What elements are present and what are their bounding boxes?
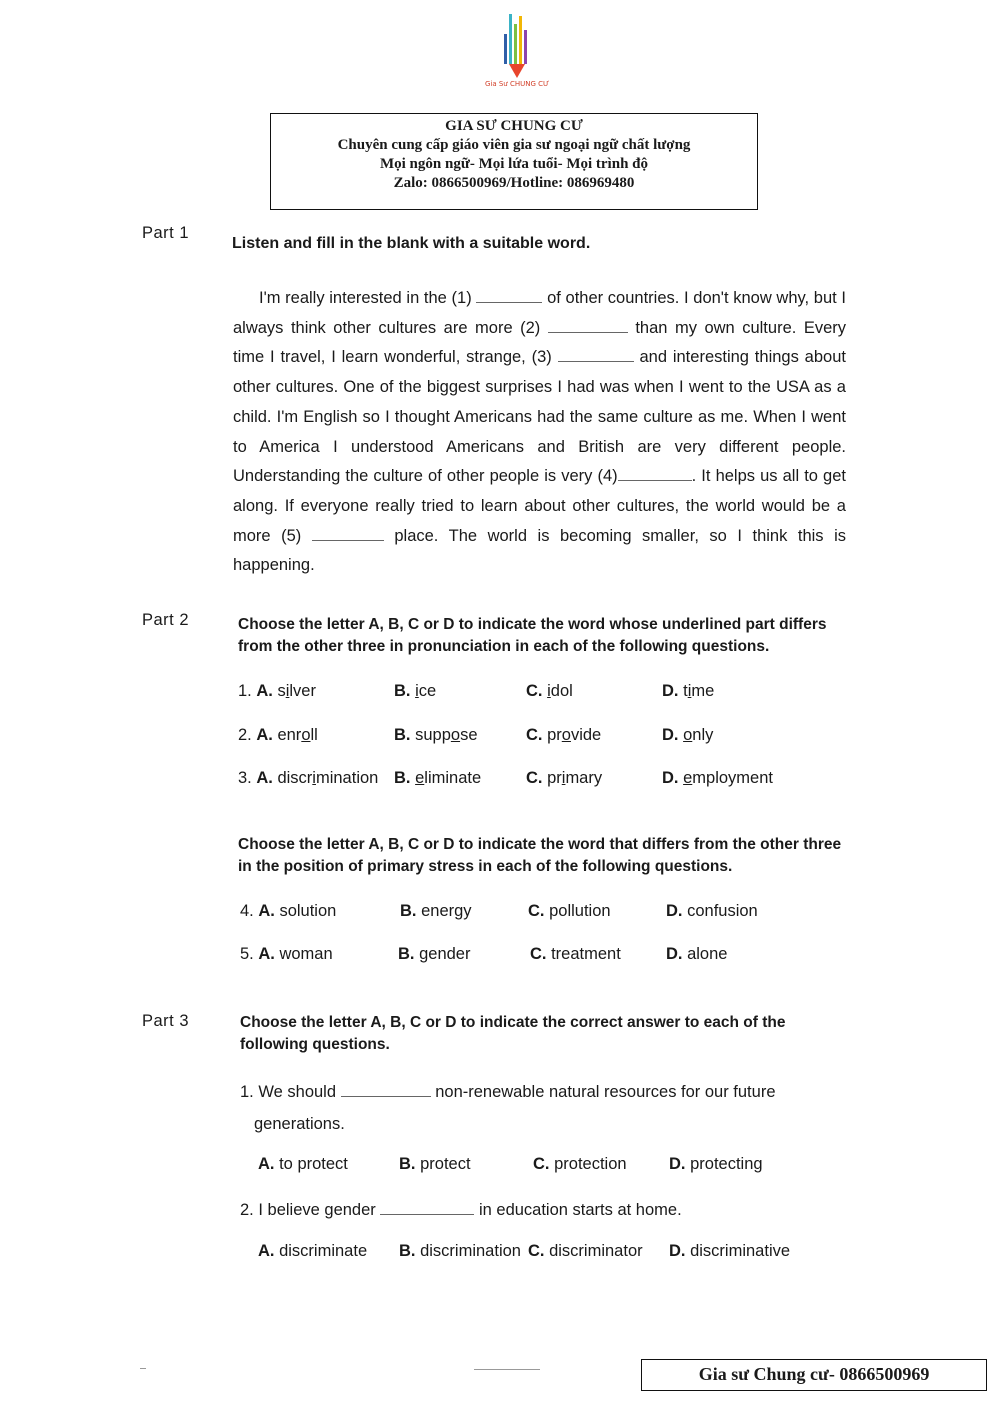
- p2-q5-option-d[interactable]: D. alone: [666, 945, 728, 963]
- p2-q4-option-b[interactable]: B. energy: [400, 902, 472, 920]
- part1-passage: [233, 284, 846, 581]
- footer-text: Gia sư Chung cư- 0866500969: [698, 1364, 930, 1384]
- p2-q5-option-a[interactable]: 5. A. woman: [240, 945, 333, 963]
- pencil-tip-icon: [509, 64, 525, 78]
- p3-q1-option-d[interactable]: D. protecting: [669, 1155, 763, 1173]
- p3-q1-option-c[interactable]: C. protection: [533, 1155, 627, 1173]
- part3-instruction: Choose the letter A, B, C or D to indicate the correct answer to each of the following questions.: [240, 1014, 786, 1053]
- passage-s3: than my own culture. Every time I travel, I learn wonderful, strange, (3): [233, 318, 847, 367]
- p3-q2-pre: I believe gender: [258, 1201, 376, 1219]
- p3-q1-blank[interactable]: [341, 1082, 431, 1097]
- logo-text: Gia Sư CHUNG CƯ: [484, 80, 550, 88]
- p2-q2-option-a[interactable]: 2. A. enroll: [238, 726, 318, 744]
- p3-q1-pre: We should: [258, 1083, 337, 1101]
- blank-5[interactable]: [312, 526, 384, 541]
- part2-instruction2: Choose the letter A, B, C or D to indicate the word that differs from the other three in the position of primary stress in each of the following questions.: [238, 836, 842, 875]
- p2-q1-option-a[interactable]: 1. A. silver: [238, 682, 316, 700]
- header-title: GIA SƯ CHUNG CƯ: [445, 118, 583, 134]
- passage-s6: place. The world is becoming smaller, so I think this is happening.: [233, 526, 846, 575]
- header-line1: Chuyên cung cấp giáo viên gia sư ngoại ngữ chất lượng: [337, 137, 691, 153]
- p2-q3-option-a[interactable]: 3. A. discrimination: [238, 769, 379, 787]
- p3-question-1: [240, 1076, 864, 1140]
- p3-q1-post: non-renewable natural resources for our future generations.: [254, 1083, 776, 1133]
- p2-q3-option-c[interactable]: C. primary: [526, 769, 603, 787]
- p3-q2-option-a[interactable]: A. discriminate: [258, 1242, 368, 1260]
- scan-mark: [140, 1368, 146, 1369]
- p3-q2-option-c[interactable]: C. discriminator: [528, 1242, 643, 1260]
- passage-s4: and interesting things about other cultures. One of the biggest surprises I had was when I went to the USA as a child. I'm English so I thought Americans had the same culture as me. When I went to America I understood Americans and British are very different people. Understanding the culture of other people is very (4): [233, 348, 846, 486]
- header-line2: Mọi ngôn ngữ- Mọi lứa tuổi- Mọi trình độ: [379, 156, 648, 172]
- p2-q1-option-c[interactable]: C. idol: [526, 682, 573, 700]
- p2-q2-option-c[interactable]: C. provide: [526, 726, 602, 744]
- part3-label: Part 3: [142, 1012, 190, 1030]
- p3-question-2: [240, 1194, 850, 1226]
- p2-q5-option-b[interactable]: B. gender: [398, 945, 471, 963]
- p3-q1-number: 1.: [240, 1083, 254, 1101]
- p2-q4-option-c[interactable]: C. pollution: [528, 902, 611, 920]
- scan-mark: [474, 1369, 540, 1370]
- p2-q5-option-c[interactable]: C. treatment: [530, 945, 621, 963]
- passage-s5: . It helps us all to get along. If everyone really tried to learn about other cultures, the world would be a more (5): [233, 467, 846, 545]
- blank-1[interactable]: [476, 288, 542, 303]
- header-box: [270, 113, 758, 210]
- footer-box: [641, 1359, 987, 1391]
- p2-q4-option-d[interactable]: D. confusion: [666, 902, 758, 920]
- p2-q4-option-a[interactable]: 4. A. solution: [240, 902, 337, 920]
- p3-q2-blank[interactable]: [380, 1200, 474, 1215]
- passage-s1: I'm really interested in the (1): [259, 289, 472, 307]
- p3-q1-option-a[interactable]: A. to protect: [258, 1155, 348, 1173]
- blank-3[interactable]: [558, 347, 634, 362]
- p2-q3-option-d[interactable]: D. employment: [662, 769, 773, 787]
- p3-q2-post: in education starts at home.: [478, 1201, 682, 1219]
- p3-q2-option-b[interactable]: B. discrimination: [399, 1242, 521, 1260]
- p2-q3-option-b[interactable]: B. eliminate: [394, 769, 482, 787]
- part1-instruction: Listen and fill in the blank with a suitable word.: [232, 235, 591, 252]
- p2-q1-option-b[interactable]: B. ice: [394, 682, 437, 700]
- p2-q2-option-d[interactable]: D. only: [662, 726, 714, 744]
- part1-label: Part 1: [142, 224, 190, 242]
- p2-q1-option-d[interactable]: D. time: [662, 682, 715, 700]
- p3-q2-number: 2.: [240, 1201, 254, 1219]
- blank-2[interactable]: [548, 318, 628, 333]
- logo: [482, 12, 552, 92]
- p3-q2-option-d[interactable]: D. discriminative: [669, 1242, 791, 1260]
- p2-q2-option-b[interactable]: B. suppose: [394, 726, 478, 744]
- part2-instruction1: Choose the letter A, B, C or D to indicate the word whose underlined part differs from the other three in pronunciation in each of the following questions.: [238, 616, 827, 655]
- header-line3: Zalo: 0866500969/Hotline: 086969480: [393, 175, 635, 191]
- part2-label: Part 2: [142, 611, 190, 629]
- blank-4[interactable]: [618, 466, 692, 481]
- p3-q1-option-b[interactable]: B. protect: [399, 1155, 471, 1173]
- passage-s2: of other countries. I don't know why, but I always think other cultures are more (2): [233, 289, 846, 337]
